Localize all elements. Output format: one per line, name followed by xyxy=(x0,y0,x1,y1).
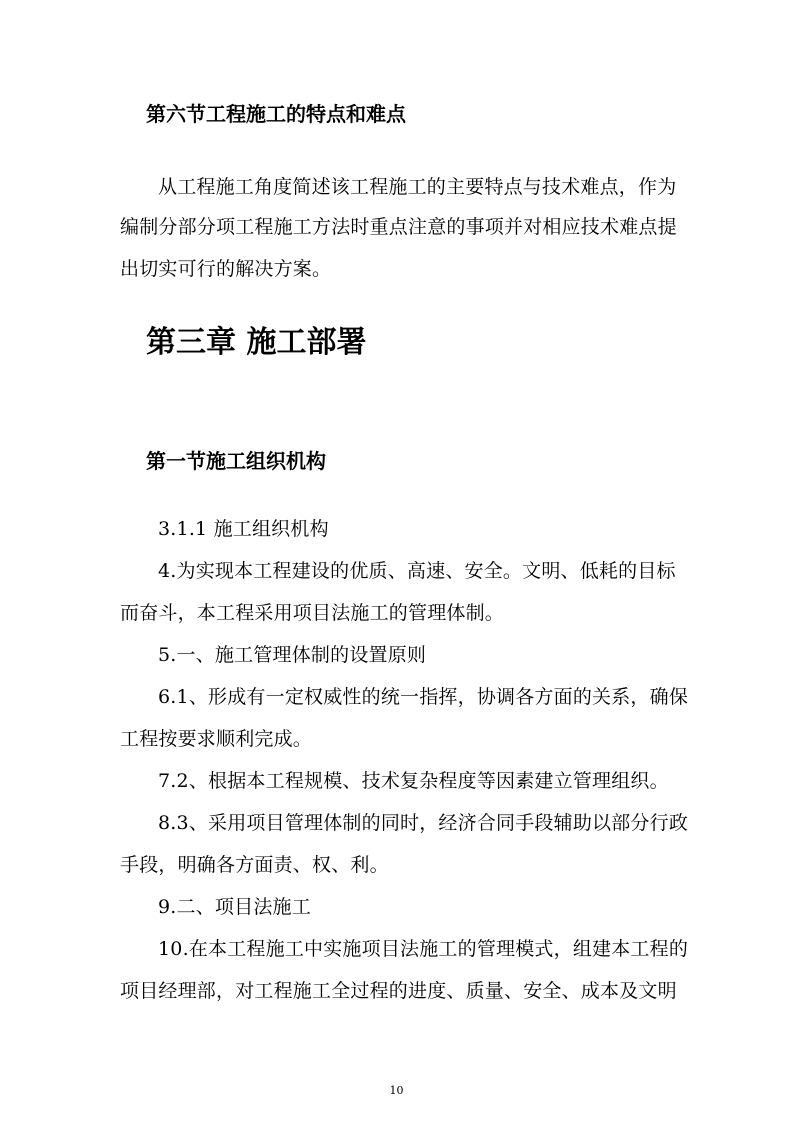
paragraph-line: 工程按要求顺利完成。 xyxy=(120,728,313,750)
paragraph-line: 9.二、项目法施工 xyxy=(158,896,311,918)
page-number: 10 xyxy=(389,1084,404,1097)
paragraph-line: 出切实可行的解决方案。 xyxy=(120,258,332,280)
chapter-heading: 第三章 施工部署 xyxy=(146,325,367,360)
paragraph-line: 编制分部分项工程施工方法时重点注意的事项并对相应技术难点提 xyxy=(120,216,677,238)
paragraph-line: 8.3、采用项目管理体制的同时，经济合同手段辅助以部分行政 xyxy=(158,812,689,834)
paragraph-line: 6.1、形成有一定权威性的统一指挥，协调各方面的关系，确保 xyxy=(158,686,689,708)
section-heading: 第六节工程施工的特点和难点 xyxy=(146,102,406,126)
paragraph-line: 而奋斗，本工程采用项目法施工的管理体制。 xyxy=(120,602,505,624)
paragraph-line: 3.1.1 施工组织机构 xyxy=(158,518,329,540)
paragraph-line: 手段，明确各方面责、权、利。 xyxy=(120,854,389,876)
paragraph-line: 7.2、根据本工程规模、技术复杂程度等因素建立管理组织。 xyxy=(158,770,669,792)
paragraph-line: 10.在本工程施工中实施项目法施工的管理模式，组建本工程的 xyxy=(158,938,689,960)
section-heading: 第一节施工组织机构 xyxy=(146,449,326,473)
paragraph-line: 项目经理部，对工程施工全过程的进度、质量、安全、成本及文明 xyxy=(120,980,677,1002)
paragraph-line: 从工程施工角度简述该工程施工的主要特点与技术难点，作为 xyxy=(158,176,677,198)
paragraph-line: 4.为实现本工程建设的优质、高速、安全。文明、低耗的目标 xyxy=(158,560,676,582)
paragraph-line: 5.一、施工管理体制的设置原则 xyxy=(158,644,427,666)
